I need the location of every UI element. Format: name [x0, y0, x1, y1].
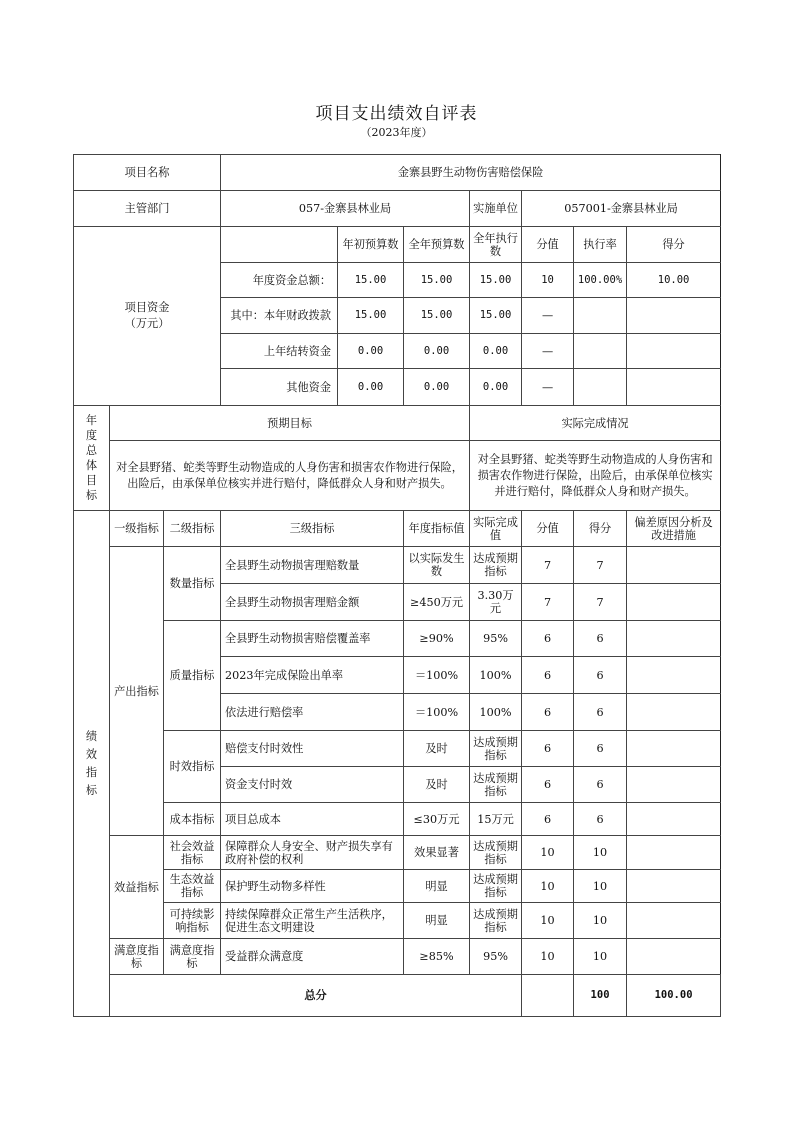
- funds-initial: 0.00: [338, 369, 404, 406]
- perf-target: ≥85%: [404, 939, 470, 975]
- project-name-value: 金寨县野生动物伤害赔偿保险: [221, 155, 721, 191]
- perf-value: 10: [522, 870, 574, 903]
- perf-score: 10: [574, 939, 627, 975]
- funds-row-name: 年度资金总额：: [221, 263, 338, 298]
- perf-l3-name: 赔偿支付时效性: [221, 731, 404, 767]
- perf-actual: 3.30万元: [470, 584, 522, 621]
- perf-target: 及时: [404, 731, 470, 767]
- funds-executed: 0.00: [470, 369, 522, 406]
- perf-target: ≤30万元: [404, 803, 470, 836]
- perf-note: [627, 803, 721, 836]
- perf-target: ≥90%: [404, 621, 470, 657]
- total-label: 总分: [110, 975, 522, 1017]
- perf-l2-quantity: 数量指标: [164, 547, 221, 621]
- funds-header-value: 分值: [522, 227, 574, 263]
- perf-value: 6: [522, 657, 574, 694]
- perf-note: [627, 657, 721, 694]
- funds-score-value: —: [522, 369, 574, 406]
- perf-l1-satisfaction: 满意度指标: [110, 939, 164, 975]
- funds-header-annual: 全年预算数: [404, 227, 470, 263]
- perf-value: 10: [522, 903, 574, 939]
- perf-actual: 100%: [470, 657, 522, 694]
- perf-l2-social: 社会效益指标: [164, 836, 221, 870]
- perf-note: [627, 903, 721, 939]
- perf-header-l2: 二级指标: [164, 511, 221, 547]
- funds-header-initial: 年初预算数: [338, 227, 404, 263]
- perf-score: 7: [574, 584, 627, 621]
- perf-note: [627, 694, 721, 731]
- perf-l2-eco: 生态效益指标: [164, 870, 221, 903]
- perf-l3-name: 保护野生动物多样性: [221, 870, 404, 903]
- total-score: 100.00: [627, 975, 721, 1017]
- impl-unit-value: 057001-金寨县林业局: [522, 191, 721, 227]
- goals-actual-text: 对全县野猪、蛇类等野生动物造成的人身伤害和损害农作物进行保险，出险后，由承保单位核实并进行赔付，降低群众人身和财产损失。: [470, 441, 721, 511]
- perf-l3-name: 受益群众满意度: [221, 939, 404, 975]
- funds-initial: 0.00: [338, 334, 404, 369]
- perf-target: ＝100%: [404, 694, 470, 731]
- table-row: [74, 939, 721, 975]
- perf-l3-name: 全县野生动物损害赔偿覆盖率: [221, 621, 404, 657]
- funds-rate: [574, 298, 627, 334]
- perf-actual: 达成预期指标: [470, 547, 522, 584]
- funds-annual: 0.00: [404, 334, 470, 369]
- perf-score: 6: [574, 731, 627, 767]
- funds-row-name: 上年结转资金: [221, 334, 338, 369]
- perf-l3-name: 全县野生动物损害理赔金额: [221, 584, 404, 621]
- perf-l3-name: 依法进行赔偿率: [221, 694, 404, 731]
- perf-l2-cost: 成本指标: [164, 803, 221, 836]
- funds-row-name: 其中：本年财政拨款: [221, 298, 338, 334]
- funds-header-rate: 执行率: [574, 227, 627, 263]
- perf-score: 6: [574, 621, 627, 657]
- perf-actual: 达成预期指标: [470, 903, 522, 939]
- perf-note: [627, 621, 721, 657]
- funds-rate: [574, 369, 627, 406]
- table-row: [74, 903, 721, 939]
- funds-executed: 0.00: [470, 334, 522, 369]
- perf-score: 10: [574, 870, 627, 903]
- perf-note: [627, 836, 721, 870]
- perf-score: 7: [574, 547, 627, 584]
- funds-header-executed: 全年执行数: [470, 227, 522, 263]
- perf-note: [627, 731, 721, 767]
- funds-header-blank: [221, 227, 338, 263]
- perf-target: 效果显著: [404, 836, 470, 870]
- perf-value: 6: [522, 621, 574, 657]
- funds-rate: 100.00%: [574, 263, 627, 298]
- goals-expected-text: 对全县野猪、蛇类等野生动物造成的人身伤害和损害农作物进行保险，出险后，由承保单位核实并进行赔付，降低群众人身和财产损失。: [110, 441, 470, 511]
- table-row: [74, 836, 721, 870]
- perf-actual: 15万元: [470, 803, 522, 836]
- perf-note: [627, 870, 721, 903]
- perf-note: [627, 547, 721, 584]
- page-subtitle-year: （2023年度）: [360, 126, 433, 139]
- funds-initial: 15.00: [338, 263, 404, 298]
- perf-value: 7: [522, 584, 574, 621]
- funds-annual: 0.00: [404, 369, 470, 406]
- perf-value: 6: [522, 731, 574, 767]
- perf-actual: 达成预期指标: [470, 731, 522, 767]
- funds-annual: 15.00: [404, 298, 470, 334]
- perf-l2-satisfaction: 满意度指标: [164, 939, 221, 975]
- perf-header-actual: 实际完成值: [470, 511, 522, 547]
- perf-l3-name: 资金支付时效: [221, 767, 404, 803]
- perf-target: 及时: [404, 767, 470, 803]
- funds-score: [627, 334, 721, 369]
- goals-actual-header: 实际完成情况: [470, 406, 721, 441]
- total-value: 100: [574, 975, 627, 1017]
- perf-l2-sustain: 可持续影响指标: [164, 903, 221, 939]
- impl-unit-label: 实施单位: [470, 191, 522, 227]
- perf-l1-output: 产出指标: [110, 547, 164, 836]
- perf-value: 10: [522, 836, 574, 870]
- perf-header-l1: 一级指标: [110, 511, 164, 547]
- total-row: [74, 975, 721, 1017]
- perf-header-target: 年度指标值: [404, 511, 470, 547]
- funds-executed: 15.00: [470, 263, 522, 298]
- perf-value: 10: [522, 939, 574, 975]
- table-row: [74, 803, 721, 836]
- funds-score: 10.00: [627, 263, 721, 298]
- page-title: 项目支出绩效自评表: [315, 104, 478, 124]
- perf-actual: 达成预期指标: [470, 836, 522, 870]
- perf-target: ＝100%: [404, 657, 470, 694]
- perf-value: 6: [522, 803, 574, 836]
- perf-actual: 达成预期指标: [470, 870, 522, 903]
- funds-score-value: 10: [522, 263, 574, 298]
- goals-label-text: 年 度 总 体 目 标: [85, 414, 98, 502]
- perf-actual: 100%: [470, 694, 522, 731]
- perf-actual: 达成预期指标: [470, 767, 522, 803]
- funds-row-name: 其他资金: [221, 369, 338, 406]
- goals-expected-header: 预期目标: [110, 406, 470, 441]
- perf-label-text: 绩 效 指 标: [85, 729, 98, 797]
- perf-l3-name: 2023年完成保险出单率: [221, 657, 404, 694]
- perf-value: 6: [522, 694, 574, 731]
- perf-value: 6: [522, 767, 574, 803]
- perf-l3-name: 项目总成本: [221, 803, 404, 836]
- dept-value: 057-金寨县林业局: [221, 191, 470, 227]
- goals-label: [74, 406, 110, 511]
- funds-score: [627, 369, 721, 406]
- table-row: [74, 547, 721, 584]
- perf-score: 10: [574, 903, 627, 939]
- perf-header-value: 分值: [522, 511, 574, 547]
- perf-header-note: 偏差原因分析及改进措施: [627, 511, 721, 547]
- perf-score: 6: [574, 767, 627, 803]
- perf-note: [627, 767, 721, 803]
- perf-l3-name: 持续保障群众正常生产生活秩序，促进生态文明建设: [221, 903, 404, 939]
- perf-target: 明显: [404, 870, 470, 903]
- dept-label: 主管部门: [74, 191, 221, 227]
- perf-note: [627, 939, 721, 975]
- perf-header-l3: 三级指标: [221, 511, 404, 547]
- perf-target: 以实际发生数: [404, 547, 470, 584]
- funds-annual: 15.00: [404, 263, 470, 298]
- total-blank: [522, 975, 574, 1017]
- perf-actual: 95%: [470, 939, 522, 975]
- perf-header-score: 得分: [574, 511, 627, 547]
- perf-l3-name: 全县野生动物损害理赔数量: [221, 547, 404, 584]
- funds-executed: 15.00: [470, 298, 522, 334]
- funds-score-value: —: [522, 298, 574, 334]
- table-row: [74, 621, 721, 657]
- perf-l1-effect: 效益指标: [110, 836, 164, 939]
- perf-score: 6: [574, 803, 627, 836]
- project-name-label: 项目名称: [74, 155, 221, 191]
- perf-actual: 95%: [470, 621, 522, 657]
- perf-target: 明显: [404, 903, 470, 939]
- funds-label-text: 项目资金 （万元）: [124, 301, 170, 330]
- funds-initial: 15.00: [338, 298, 404, 334]
- perf-label: [74, 511, 110, 1017]
- funds-label: [74, 227, 221, 406]
- perf-value: 7: [522, 547, 574, 584]
- funds-header-score: 得分: [627, 227, 721, 263]
- table-row: [74, 870, 721, 903]
- perf-target: ≥450万元: [404, 584, 470, 621]
- funds-score: [627, 298, 721, 334]
- perf-score: 6: [574, 694, 627, 731]
- perf-l2-time: 时效指标: [164, 731, 221, 803]
- self-evaluation-table: [73, 154, 721, 1017]
- perf-score: 10: [574, 836, 627, 870]
- funds-score-value: —: [522, 334, 574, 369]
- perf-score: 6: [574, 657, 627, 694]
- funds-rate: [574, 334, 627, 369]
- perf-note: [627, 584, 721, 621]
- perf-l2-quality: 质量指标: [164, 621, 221, 731]
- table-row: [74, 731, 721, 767]
- perf-l3-name: 保障群众人身安全、财产损失享有政府补偿的权利: [221, 836, 404, 870]
